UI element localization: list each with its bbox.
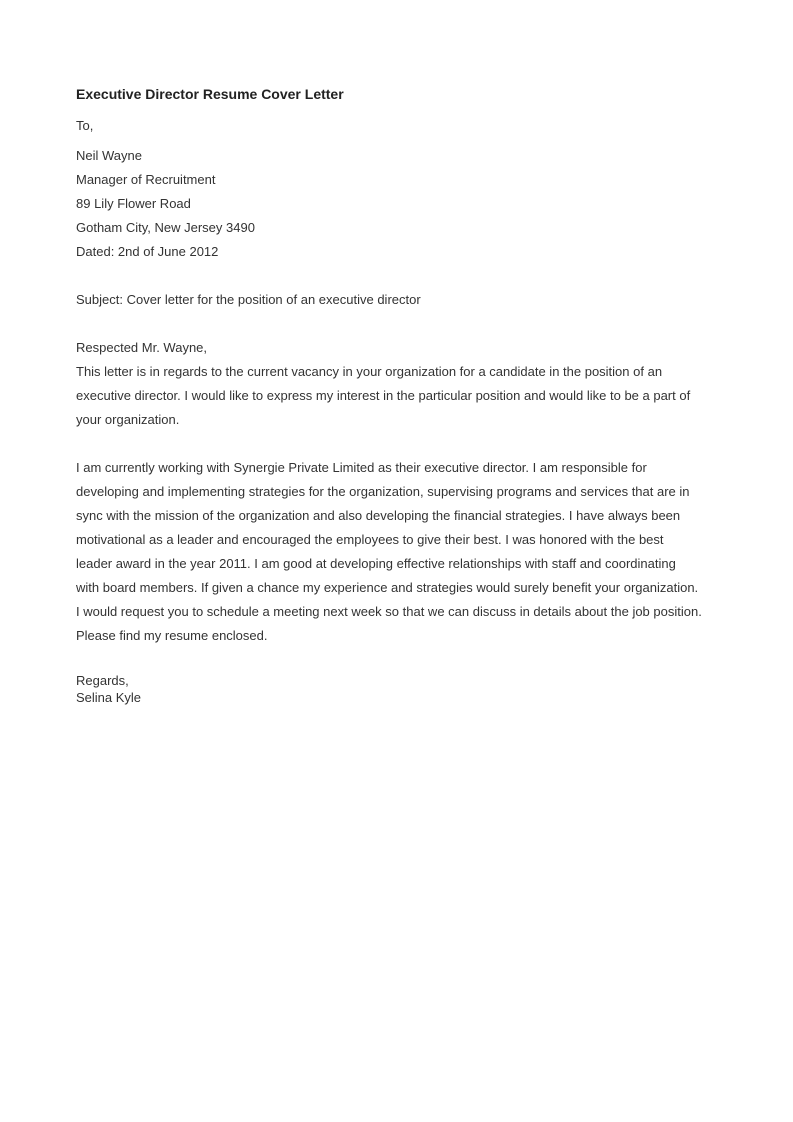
- paragraph-2-line: developing and implementing strategies for the organization, supervising programs and services that are in: [76, 484, 690, 499]
- paragraph-1-line: This letter is in regards to the current vacancy in your organization for a candidate in the position of an: [76, 364, 663, 379]
- paragraph-2-line: with board members. If given a chance my experience and strategies would surely benefit your organization.: [76, 580, 699, 595]
- paragraph-1-line: your organization.: [76, 412, 180, 427]
- closing-block: [76, 672, 736, 706]
- recipient-city: Gotham City, New Jersey 3490: [76, 220, 255, 235]
- paragraph-2-line: I am currently working with Synergie Private Limited as their executive director. I am responsible for: [76, 460, 647, 475]
- letter-page: [76, 84, 736, 706]
- letter-closing: Regards,: [76, 673, 129, 688]
- paragraph-2-line: motivational as a leader and encouraged the employees to give their best. I was honored with the best: [76, 532, 664, 547]
- paragraph-1: [76, 360, 736, 432]
- recipient-block: [76, 114, 736, 264]
- paragraph-2-line: leader award in the year 2011. I am good at developing effective relationships with staff and coordinating: [76, 556, 676, 571]
- recipient-position: Manager of Recruitment: [76, 172, 216, 187]
- paragraph-2-line: sync with the mission of the organization and also developing the financial strategies. I have always been: [76, 508, 681, 523]
- recipient-street: 89 Lily Flower Road: [76, 196, 191, 211]
- letter-date: Dated: 2nd of June 2012: [76, 244, 219, 259]
- letter-greeting: Respected Mr. Wayne,: [76, 340, 208, 355]
- salutation-to: To,: [76, 118, 94, 133]
- paragraph-1-line: executive director. I would like to express my interest in the particular position and would like to be a part of: [76, 388, 691, 403]
- paragraph-2: [76, 456, 736, 648]
- paragraph-2-line: Please find my resume enclosed.: [76, 628, 268, 643]
- paragraph-2-line: I would request you to schedule a meeting next week so that we can discuss in details about the job position.: [76, 604, 702, 619]
- recipient-name: Neil Wayne: [76, 148, 142, 163]
- letter-subject: Subject: Cover letter for the position of an executive director: [76, 292, 421, 307]
- letter-title: Executive Director Resume Cover Letter: [76, 86, 344, 102]
- letter-signature: Selina Kyle: [76, 690, 142, 705]
